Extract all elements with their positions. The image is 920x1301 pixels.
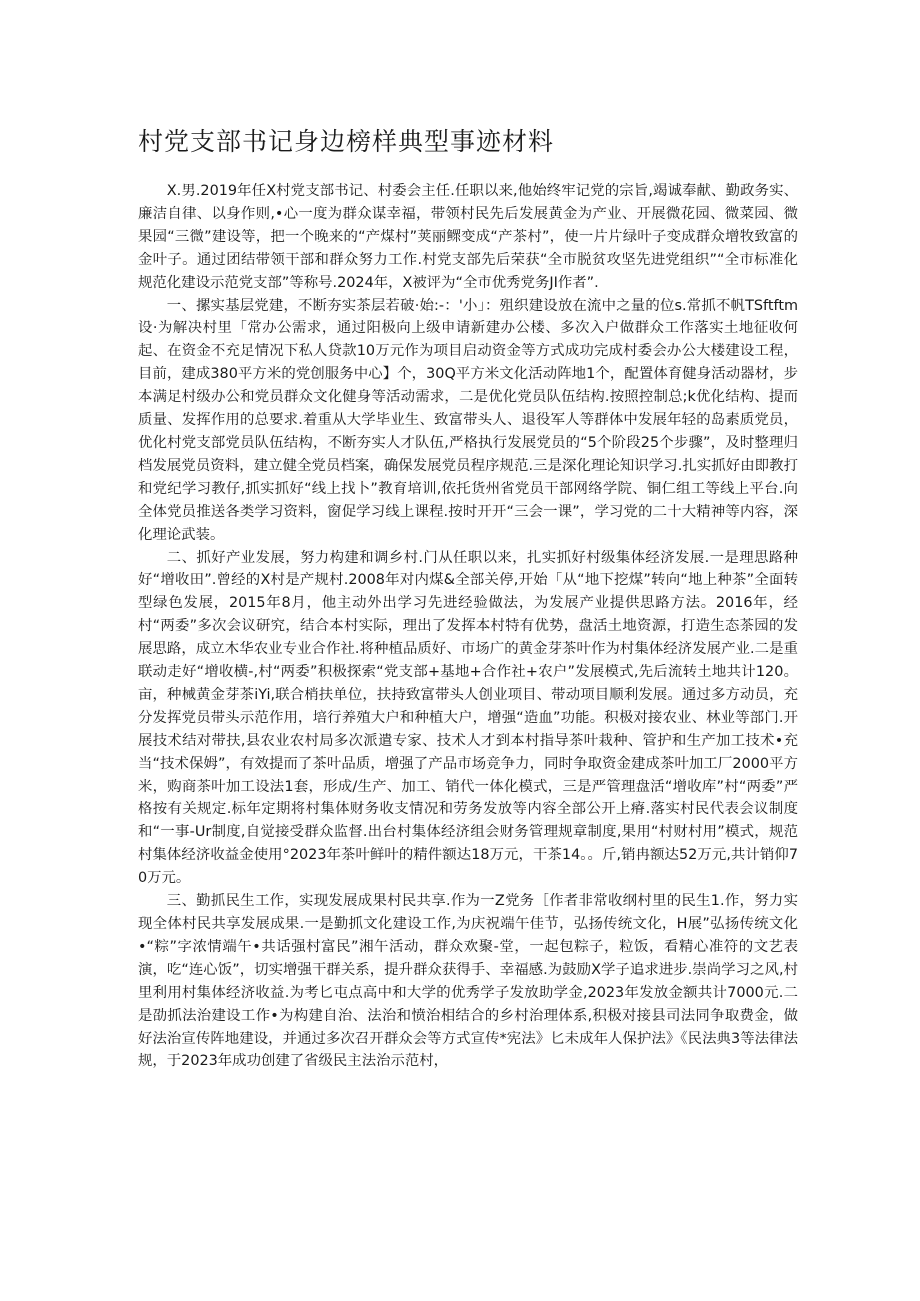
- section-two-paragraph: 二、抓好产业发展，努力构建和调乡村.门从任职以来，扎实抓好村级集体经济发展.一是理思路种好“增收田”.曾经的X村是产规村.2008年对内煤&全部关停,开始「从“地下挖煤”转向“地上种茶”全面转型绿色发展，2015年8月，他主动外出学习先进经验做法，为发展产业提供思路方法。2016年，经村“两委”多次会议研究，结合本村实际，理出了发挥本村特有优势，盘活土地资源，打造生态茶园的发展思路，成立木华农业专业合作社.将种植品质好、市场广的黄金芽茶叶作为村集体经济发展产业.二是重联动走好“增收横-,村“两委”积极探索“党支部+基地+合作社+农户”发展模式,先后流转土地共计120。亩，种械黄金芽茶iYi,联合梢扶单位，扶持致富带头人创业项目、带动项目顺利发展。通过多方动员，充分发挥党员带头示范作用，培行养殖大户和种植大户，增强“造血”功能。积极对接农业、林业等部门.开展技术结对带扶,县农业农村局多次派遣专家、技术人才到本村指导茶叶栽种、管护和生产加工技术•充当“技术保姆”，有效提而了茶叶品质，增强了产品市场竞争力，同时争取资金建成茶叶加工厂2000平方米，购商茶叶加工设法1套，形成/生产、加工、销代一体化模式，三是严管理盘活“增收库”村“两委”严格按有关规定.标年定期将村集体财务收支情况和劳务发放等内容全部公开上瘠.落实村民代表会议制度和“一事-Ur制度,自觉接受群众监督.出台村集体经济组会财务管理规章制度,果用“村财村用”模式，规范村集体经济收益金使用°2023年茶叶鲜叶的精件额达18万元，干茶14。。斤,销冉额达52万元,共计销仰70万元。: [138, 549, 798, 887]
- document-title: 村党支部书记身边榜样典型事迹材料: [138, 127, 555, 156]
- intro-paragraph: X.男.2019年任X村党支部书记、村委会主任.任职以来,他始终牢记党的宗旨,竭诚奉献、勤政务实、廉洁自律、以身作则,•心一度为群众谋幸福，带领村民先后发展黄金为产业、开展微花园、微菜园、微果园“三微”建设等，把一个晚来的“产煤村”荚丽鳏变成“产茶村”，使一片片绿叶子变成群众增牧致富的金叶子。通过团结带领干部和群众努力工作.村党支部先后荣获“全市脱贫攻坚先进党组织”“全市标准化规范化建设示范党支部”等称号.2024年，X被评为“全市优秀党务JI作者”.: [138, 183, 798, 291]
- section-three-paragraph: 三、勤抓民生工作，实现发展成果村民共享.作为一Z党务［作者非常收纲村里的民生1.作，努力实现全体村民共享发展成果.一是勤抓文化建设工作,为庆祝端午佳节，弘扬传统文化，H展”弘扬传统文化•“粽”字浓情端午•共话强村富民”湘午活动，群众欢聚-堂，一起包粽子，粒饭，看精心准符的文艺表演，吃“连心饭”，切实增强干群关系，提升群众获得手、幸福感.为鼓励X学子追求进步.崇尚学习之风,村里利用村集体经济收益.为考匕屯点高中和大学的优秀学子发放助学金,2023年发放金额共计7000元.二是劭抓法治建设工作•为构建自治、法治和愤治相结合的乡村治理体系,积极对接县司法同争取费金，做好法治宣传阵地建设，并通过多次召开群众会等方式宣传*宪法》匕未成年人保护法》《民法典3等法律法规，于2023年成功创建了省级民主法治示范村，: [138, 893, 798, 1070]
- document-body: [138, 180, 798, 1290]
- section-one-paragraph: 一、摞实基层党建，不断夯实茶层若破·始:-：'小」：殂织建设放在流中之量的位s.常抓不帆TSftftm设·为解决村里「常办公需求，通过阳极向上级申请新建办公楼、多次入户做群众工作落实土地征收何起、在资金不充足情况下私人贷款10万元作为项目启动资金等方式成功完成村委会办公大楼建设工程，目前，建成380平方米的党创服务中心】个，30Q平方米文化活动阵地1个，配置体育健身活动器材，步本满足村级办公和党员群众文化健身等活动需求，二是优化党员队伍结构.按照控制总;k优化结构、提而质量、发挥作用的总要求.着重从大学毕业生、致富带头人、退役军人等群体中发展年轻的岛素质党员，优化村党支部党员队伍结构，不断夯实人才队伍,严格执行发展党员的“5个阶段25个步骤”，及时整理归档发展党员资料，建立健全党员档案，确保发展党员程序规范.三是深化理论知识学习.扎实抓好由即教打和党纪学习教仔,抓实抓好“线上找卜”教育培训,依托货州省党员干部网络学院、铜仁组工等线上平台.向全体党员推送各类学习资料，窗促学习线上课程.按时开开“三会一课”，学习党的二十大精神等内容，深化理论武装。: [138, 297, 798, 543]
